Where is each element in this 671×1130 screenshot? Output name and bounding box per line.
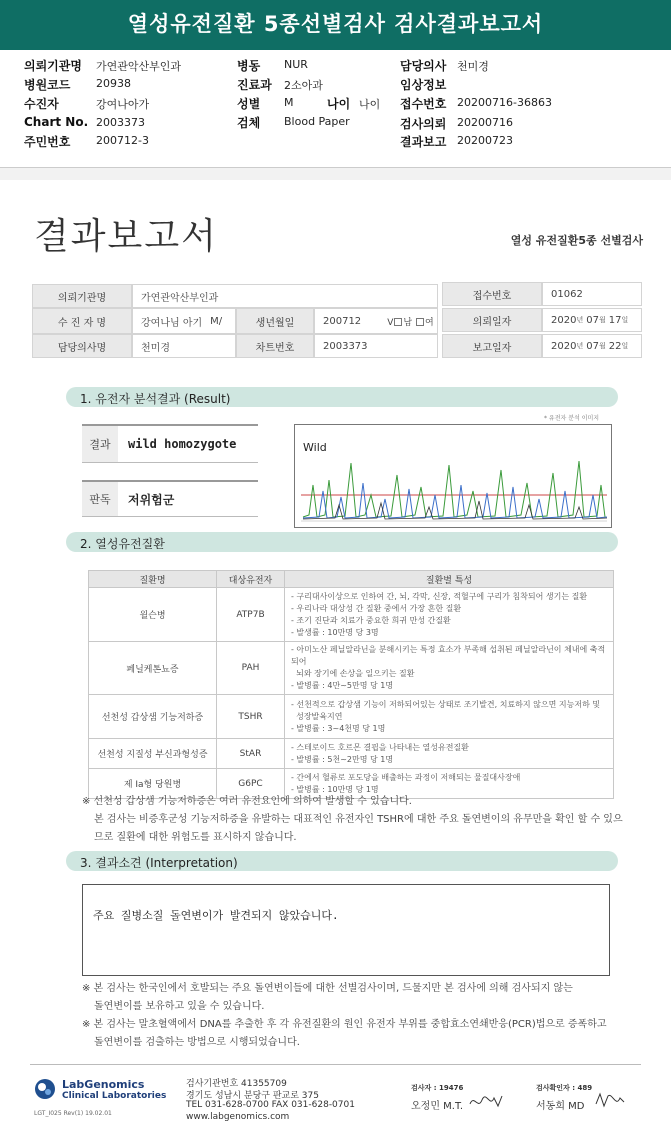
feature-line: - 발생률 : 10만명 당 3명 bbox=[291, 627, 379, 637]
page-separator bbox=[0, 168, 671, 180]
patient-value: 강여나아가 bbox=[96, 98, 150, 111]
image-note: * 유전자 분석 이미지 bbox=[544, 415, 600, 422]
note-line: ※ 본 검사는 한국인에서 호발되는 주요 돌연변이들에 대한 선별검사이며, 드물지만 본 검사에 의해 검사되지 않는 bbox=[82, 983, 573, 994]
month-unit: 월 bbox=[598, 316, 606, 324]
confirmer-name: 서동희 MD bbox=[536, 1101, 585, 1112]
note-line: 므로 질환에 대한 위험도를 표시하지 않습니다. bbox=[94, 832, 297, 843]
female-checkbox bbox=[416, 318, 424, 326]
request-day: 17 bbox=[608, 314, 622, 326]
grid-receipt-label: 접수번호 bbox=[442, 282, 542, 306]
address-line: www.labgenomics.com bbox=[186, 1112, 290, 1122]
chart-no-value: 2003373 bbox=[96, 116, 145, 129]
table-row bbox=[89, 642, 614, 695]
note-line: ※ 본 검사는 말초혈액에서 DNA를 추출한 후 각 유전질환의 원인 유전자 부위를 중합효소연쇄반응(PCR)법으로 증폭하고 bbox=[82, 1019, 607, 1030]
section-result-header bbox=[66, 387, 618, 407]
dob-text: 200712 bbox=[323, 315, 362, 327]
feature-line: - 발병률 : 5천~2만명 당 1명 bbox=[291, 754, 394, 764]
section-disease-title: 2. 열성유전질환 bbox=[80, 537, 165, 551]
feature-line: 성장발육지연 bbox=[291, 711, 343, 721]
receipt-no-value: 20200716-36863 bbox=[457, 96, 552, 109]
grid-request-label: 의뢰일자 bbox=[442, 308, 542, 332]
logo-subname: Clinical Laboratories bbox=[62, 1091, 167, 1101]
table-row bbox=[89, 739, 614, 769]
chromatogram-trace-green bbox=[303, 461, 605, 517]
section-result-title: 1. 유전자 분석결과 (Result) bbox=[80, 392, 231, 406]
disease-name: 윌슨병 bbox=[89, 588, 217, 642]
feature-line: 뇌와 장기에 손상을 일으키는 질환 bbox=[291, 669, 415, 678]
tester-label: 검사자 : 19476 bbox=[411, 1084, 464, 1092]
gene-name: TSHR bbox=[217, 695, 285, 739]
disease-table-header bbox=[89, 571, 614, 588]
grid-report-value bbox=[542, 334, 642, 358]
report-header-bar bbox=[0, 0, 671, 50]
patient-label: 수진자 bbox=[24, 97, 59, 111]
doctor-label: 담당의사 bbox=[400, 59, 447, 73]
resident-no-label: 주민번호 bbox=[24, 135, 71, 149]
col-disease: 질환명 bbox=[89, 571, 217, 588]
feature-line: - 선천적으로 갑상샘 기능이 저하되어있는 상태로 조기발견, 치료하지 않으면 지능저하 및 bbox=[291, 699, 601, 709]
method-notes bbox=[82, 980, 607, 1052]
disease-name: 선천성 갑상샘 기능저하증 bbox=[89, 695, 217, 739]
disease-features bbox=[285, 588, 614, 642]
note-line: 돌연변이를 검출하는 방법으로 시행되었습니다. bbox=[94, 1037, 300, 1048]
confirmer-signature bbox=[594, 1090, 626, 1112]
judgement-label: 판독 bbox=[82, 482, 118, 516]
disease-name: 페닐케톤뇨증 bbox=[89, 642, 217, 695]
interpretation-text: 주요 질병소질 돌연변이가 발견되지 않았습니다. bbox=[93, 909, 339, 922]
grid-receipt-value: 01062 bbox=[542, 282, 642, 306]
interpretation-box bbox=[82, 884, 610, 976]
footer-rule bbox=[30, 1064, 641, 1065]
feature-line: - 발병률 : 4만~5만명 당 1명 bbox=[291, 681, 394, 690]
request-date-label: 검사의뢰 bbox=[400, 117, 447, 131]
tshr-note bbox=[82, 793, 623, 847]
grid-request-value bbox=[542, 308, 642, 332]
report-date-label: 결과보고 bbox=[400, 135, 447, 149]
request-year: 2020 bbox=[551, 314, 577, 326]
sex-checkbox-group bbox=[387, 315, 433, 328]
male-label: 남 bbox=[403, 317, 413, 328]
hospital-code-label: 병원코드 bbox=[24, 78, 71, 92]
summary-info-panel bbox=[0, 50, 671, 168]
hospital-code-value: 20938 bbox=[96, 77, 131, 90]
tester-signature bbox=[468, 1092, 504, 1112]
specimen-value: Blood Paper bbox=[284, 115, 350, 128]
year-unit: 년 bbox=[576, 316, 584, 324]
section-interpretation-header bbox=[66, 851, 618, 871]
result-label: 결과 bbox=[82, 426, 118, 462]
grid-chart-label: 차트번호 bbox=[236, 334, 314, 358]
sex-value: M bbox=[284, 96, 294, 109]
section-disease-header bbox=[66, 532, 618, 552]
tester-name: 오정민 M.T. bbox=[411, 1101, 464, 1112]
judgement-value: 저위험군 bbox=[128, 492, 175, 507]
feature-line: - 조기 진단과 치료가 중요한 희귀 만성 간질환 bbox=[291, 615, 451, 625]
grid-doctor-value: 천미경 bbox=[132, 334, 236, 358]
disease-name: 선천성 지질성 부신과형성증 bbox=[89, 739, 217, 769]
disease-table bbox=[88, 570, 614, 799]
feature-line: - 우리나라 대상성 간 질환 중에서 가장 흔한 질환 bbox=[291, 603, 462, 613]
gene-name: ATP7B bbox=[217, 588, 285, 642]
col-gene: 대상유전자 bbox=[217, 571, 285, 588]
department-value: 2소아과 bbox=[284, 79, 323, 92]
gene-name: StAR bbox=[217, 739, 285, 769]
chart-no-label: Chart No. bbox=[24, 115, 89, 129]
ward-label: 병동 bbox=[237, 59, 261, 73]
gene-name: G6PC bbox=[217, 769, 285, 799]
address-line: 검사기관번호 41355709 bbox=[186, 1079, 287, 1089]
grid-name-value bbox=[132, 308, 236, 334]
grid-institution-label: 의뢰기관명 bbox=[32, 284, 132, 308]
disease-features bbox=[285, 642, 614, 695]
report-subtitle: 열성 유전질환5종 선별검사 bbox=[510, 234, 643, 247]
address-line: TEL 031-628-0700 FAX 031-628-0701 bbox=[186, 1100, 355, 1110]
patient-name: 강여나님 아기 bbox=[141, 317, 203, 329]
report-day: 22 bbox=[608, 340, 622, 352]
age-value: 나이 bbox=[359, 98, 381, 111]
section-interpretation-title: 3. 결과소견 (Interpretation) bbox=[80, 856, 238, 870]
note-line: ※ 선천성 갑상샘 기능저하증은 여러 유전요인에 의하여 발생할 수 있습니다. bbox=[82, 796, 412, 807]
grid-chart-value: 2003373 bbox=[314, 334, 438, 358]
gene-analysis-image bbox=[294, 424, 612, 528]
request-month: 07 bbox=[586, 314, 599, 326]
grid-report-label: 보고일자 bbox=[442, 334, 542, 358]
month-unit: 월 bbox=[598, 342, 606, 350]
grid-doctor-label: 담당의사명 bbox=[32, 334, 132, 358]
feature-line: - 아미노산 페닐알라닌을 분해시키는 특정 효소가 부족해 섭취된 페닐알라닌이 체내에 축적되어 bbox=[291, 645, 606, 666]
department-label: 진료과 bbox=[237, 78, 272, 92]
grid-name-label: 수 진 자 명 bbox=[32, 308, 132, 334]
female-label: 여 bbox=[424, 317, 434, 328]
ward-value: NUR bbox=[284, 58, 308, 71]
day-unit: 일 bbox=[621, 316, 629, 324]
institution-value: 가연관악산부인과 bbox=[96, 60, 182, 73]
feature-line: - 스테로이드 호르몬 결핍을 나타내는 열성유전질환 bbox=[291, 742, 469, 752]
note-line: 본 검사는 비증후군성 기능저하증을 유발하는 대표적인 유전자인 TSHR에 대한 주요 돌연변이의 유무만을 확인 할 수 있으 bbox=[94, 814, 623, 825]
grid-dob-label: 생년월일 bbox=[236, 308, 314, 334]
sex-check-mark: V bbox=[387, 317, 394, 328]
disease-name: 제 Ia형 당원병 bbox=[89, 769, 217, 799]
specimen-label: 검체 bbox=[237, 116, 261, 130]
receipt-no-label: 접수번호 bbox=[400, 97, 447, 111]
chromatogram-svg bbox=[295, 425, 611, 527]
feature-line: - 구리대사이상으로 인하여 간, 뇌, 각막, 신장, 적혈구에 구리가 침착되어 생기는 질환 bbox=[291, 591, 588, 601]
institution-label: 의뢰기관명 bbox=[24, 59, 82, 73]
sex-label: 성별 bbox=[237, 97, 261, 111]
request-date-value: 20200716 bbox=[457, 116, 513, 129]
judgement-bottom-rule bbox=[82, 516, 258, 517]
feature-line: - 간에서 혈류로 포도당을 배출하는 과정이 저해되는 물질대사장애 bbox=[291, 772, 521, 782]
disease-features bbox=[285, 695, 614, 739]
doctor-value: 천미경 bbox=[457, 60, 489, 73]
year-unit: 년 bbox=[576, 342, 584, 350]
form-code: LGT_I025 Rev(1) 19.02.01 bbox=[34, 1110, 112, 1117]
clinical-info-label: 임상정보 bbox=[400, 78, 447, 92]
result-value: wild homozygote bbox=[128, 437, 237, 451]
grid-dob-value bbox=[314, 308, 438, 334]
address-line: 경기도 성남시 분당구 판교로 375 bbox=[186, 1091, 319, 1101]
resident-no-value: 200712-3 bbox=[96, 134, 149, 147]
gene-name: PAH bbox=[217, 642, 285, 695]
disease-features bbox=[285, 739, 614, 769]
patient-sex-inline: M/ bbox=[210, 315, 223, 327]
report-year: 2020 bbox=[551, 340, 577, 352]
col-features: 질환별 특성 bbox=[285, 571, 614, 588]
table-row bbox=[89, 695, 614, 739]
chromatogram-label: Wild bbox=[303, 441, 327, 454]
age-label: 나이 bbox=[327, 97, 351, 111]
document-title: 열성유전질환 5종선별검사 검사결과보고서 bbox=[127, 12, 544, 36]
male-checkbox bbox=[394, 318, 402, 326]
report-date-value: 20200723 bbox=[457, 134, 513, 147]
grid-institution-value: 가연관악산부인과 bbox=[132, 284, 438, 308]
day-unit: 일 bbox=[621, 342, 629, 350]
logo-name: LabGenomics bbox=[62, 1078, 145, 1091]
labgenomics-logo-icon bbox=[34, 1078, 56, 1100]
report-month: 07 bbox=[586, 340, 599, 352]
feature-line: - 발병률 : 3~4천명 당 1명 bbox=[291, 723, 386, 733]
table-row bbox=[89, 588, 614, 642]
company-logo bbox=[34, 1076, 174, 1104]
result-mid-rule bbox=[82, 462, 258, 463]
confirmer-label: 검사확인자 : 489 bbox=[536, 1084, 593, 1092]
note-line: 돌연변이를 보유하고 있을 수 있습니다. bbox=[94, 1001, 265, 1012]
report-title: 결과보고서 bbox=[34, 216, 218, 257]
feature-line: - 발병률 : 10만명 당 1명 bbox=[291, 784, 379, 794]
